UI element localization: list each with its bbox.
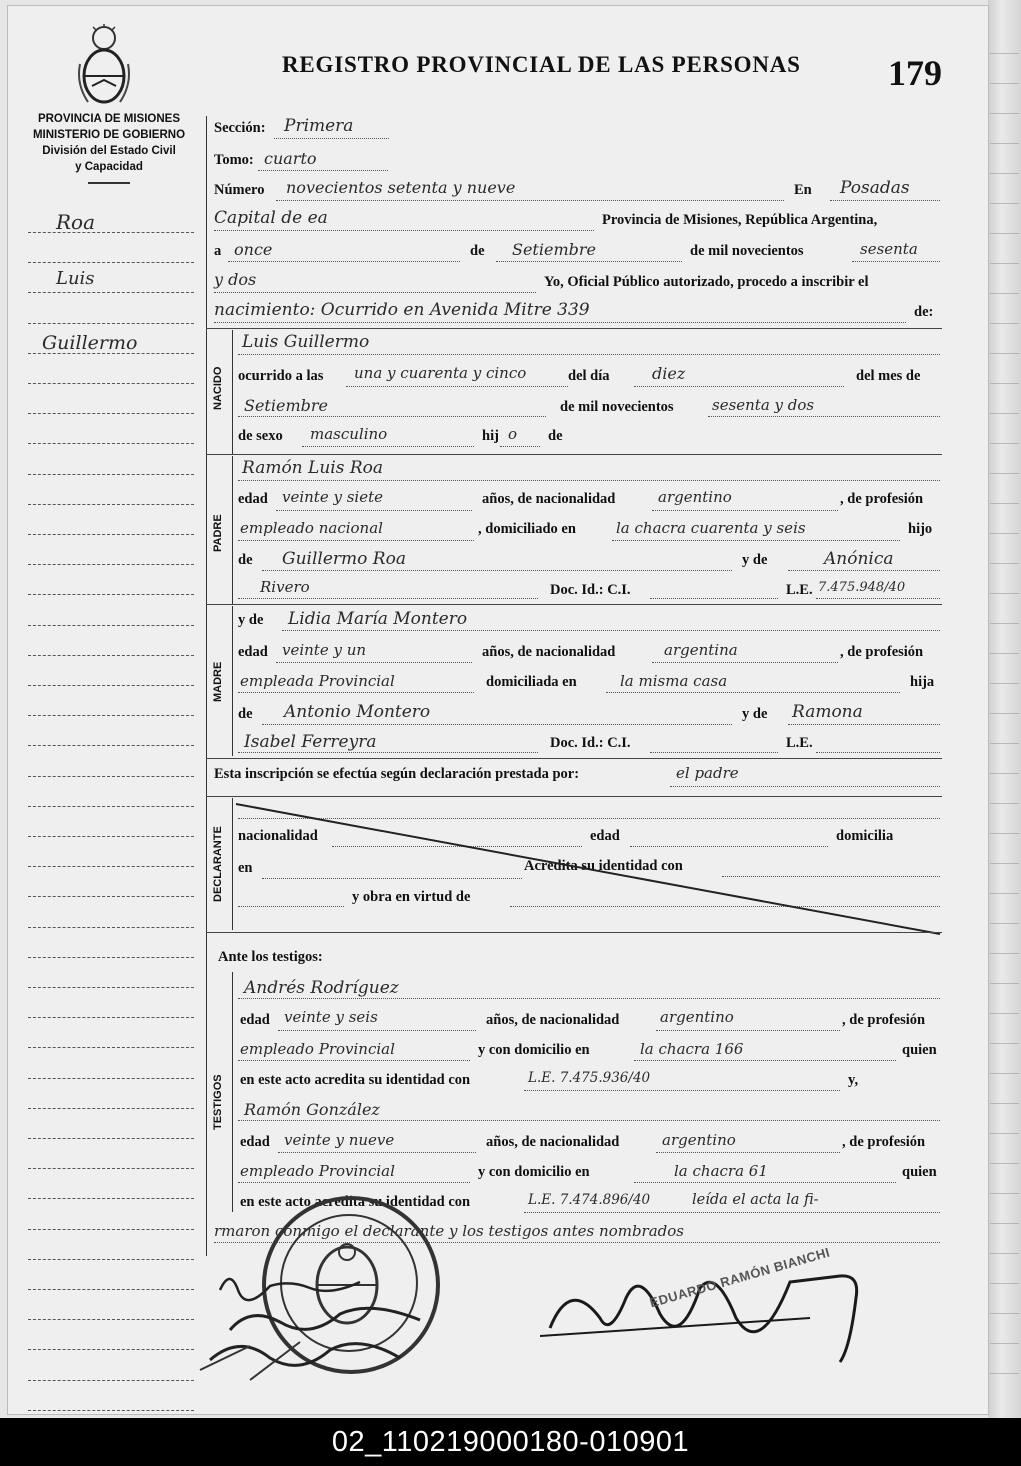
section-label-padre: PADRE (212, 514, 224, 552)
page-number: 179 (888, 53, 942, 93)
value-declarante: el padre (676, 764, 739, 782)
value-mes-nac: Setiembre (244, 396, 328, 415)
value-padre-nombre: Ramón Luis Roa (242, 458, 384, 478)
label-numero: Número (214, 182, 265, 198)
label-tomo: Tomo: (214, 152, 254, 168)
value-lugar: Capital de ea (214, 208, 328, 228)
margin-ruled-line (28, 1229, 194, 1230)
margin-ruled-line (28, 957, 194, 958)
label-a: a (214, 243, 222, 259)
label-con-domicilio-t2: y con domicilio en (478, 1164, 590, 1180)
margin-ruled-line (28, 1138, 194, 1139)
label-en: En (794, 182, 812, 198)
value-madre-prof: empleada Provincial (240, 672, 395, 690)
value-cierre-2: rmaron conmigo el declarante y los testigos antes nombrados (214, 1222, 684, 1240)
section-divider (206, 328, 942, 329)
margin-ruled-line (28, 745, 194, 746)
margin-ruled-line (28, 564, 194, 565)
label-de-colon: de: (914, 304, 934, 320)
margin-ruled-line (28, 776, 194, 777)
value-testigo1-edad: veinte y seis (284, 1008, 378, 1026)
official-signature (540, 1258, 880, 1378)
label-acredita-t1: en este acto acredita su identidad con (240, 1072, 471, 1088)
cancellation-stroke (232, 798, 944, 938)
value-anio-1: sesenta (860, 240, 918, 258)
label-edad-t2: edad (240, 1134, 270, 1150)
value-testigo2-nombre: Ramón González (244, 1100, 380, 1119)
label-domiciliada: domiciliada en (486, 674, 577, 690)
value-padre-le: 7.475.948/40 (818, 580, 906, 595)
value-hij: o (508, 425, 518, 443)
margin-ruled-line (28, 594, 194, 595)
value-testigo1-nombre: Andrés Rodríguez (244, 978, 399, 998)
margin-surname: Roa (56, 210, 96, 234)
main-left-border (206, 116, 207, 1256)
label-yo-oficial: Yo, Oficial Público autorizado, procedo a inscribir el (544, 274, 869, 290)
value-abuelo-pat: Guillermo Roa (282, 549, 406, 569)
margin-ruled-line (28, 534, 194, 535)
margin-ruled-line (28, 1047, 194, 1048)
value-testigo2-nac: argentino (662, 1131, 736, 1149)
value-abuelo-mat: Antonio Montero (284, 702, 431, 722)
label-hijo: hijo (908, 521, 933, 537)
margin-ruled-line (28, 625, 194, 626)
value-testigo2-dom: la chacra 61 (674, 1162, 768, 1180)
label-declaracion: Esta inscripción se efectúa según declaración prestada por: (214, 766, 580, 782)
label-y-de-abuela-pat: y de (742, 552, 768, 568)
value-cierre-1: leída el acta la fi- (692, 1192, 819, 1208)
label-edad-decl: edad (590, 828, 620, 844)
label-de-mil: de mil novecientos (690, 243, 804, 259)
label-quien-t2: quien (902, 1164, 937, 1180)
value-anio-nac: sesenta y dos (712, 396, 815, 414)
value-dia-nac: diez (652, 364, 686, 383)
label-acredita-t2: en este acto acredita su identidad con (240, 1194, 471, 1210)
margin-ruled-line (28, 292, 194, 293)
value-en: Posadas (840, 178, 910, 198)
label-le-padre: L.E. (786, 582, 813, 598)
label-nacionalidad-t1: años, de nacionalidad (486, 1012, 620, 1028)
label-y-comma: y, (848, 1072, 859, 1088)
margin-ruled-line (28, 685, 194, 686)
margin-ruled-line (28, 504, 194, 505)
label-nacionalidad-t2: años, de nacionalidad (486, 1134, 620, 1150)
label-hija: hija (910, 674, 935, 690)
value-abuela-mat-2: Isabel Ferreyra (244, 732, 377, 752)
margin-ruled-line (28, 715, 194, 716)
margin-ruled-line (28, 1410, 194, 1411)
label-del-dia: del día (568, 368, 610, 384)
label-doc-id-padre: Doc. Id.: C.I. (550, 582, 631, 598)
label-sexo: de sexo (238, 428, 283, 444)
label-acredita: Acredita su identidad con (524, 858, 683, 874)
margin-ruled-line (28, 323, 194, 324)
label-profesion-t1: , de profesión (842, 1012, 926, 1028)
label-y-de-madre: y de (238, 612, 264, 628)
margin-ruled-line (28, 866, 194, 867)
label-quien-t1: quien (902, 1042, 937, 1058)
value-dia: once (234, 240, 273, 259)
label-domicilia: domicilia (836, 828, 894, 844)
ministry-line-2: MINISTERIO DE GOBIERNO (32, 129, 186, 141)
label-edad-madre: edad (238, 644, 268, 660)
label-edad-t1: edad (240, 1012, 270, 1028)
margin-ruled-line (28, 655, 194, 656)
margin-ruled-line (28, 1017, 194, 1018)
margin-ruled-line (28, 896, 194, 897)
label-nacionalidad-padre: años, de nacionalidad (482, 491, 616, 507)
label-nacionalidad-decl: nacionalidad (238, 828, 318, 844)
value-abuela-pat-1: Anónica (824, 549, 894, 569)
margin-ruled-line (28, 927, 194, 928)
label-domiciliado: , domiciliado en (478, 521, 576, 537)
value-testigo1-nac: argentino (660, 1008, 734, 1026)
value-padre-dom: la chacra cuarenta y seis (616, 519, 806, 537)
margin-ruled-line (28, 1380, 194, 1381)
margin-ruled-line (28, 1259, 194, 1260)
adjacent-page-edge (988, 0, 1021, 1418)
value-testigo2-doc: L.E. 7.474.896/40 (528, 1192, 651, 1208)
margin-ruled-line (28, 1078, 194, 1079)
value-acto: nacimiento: Ocurrido en Avenida Mitre 339 (214, 300, 590, 320)
section-label-madre: MADRE (212, 661, 224, 702)
label-doc-id-madre: Doc. Id.: C.I. (550, 735, 631, 751)
margin-ruled-line (28, 443, 194, 444)
margin-ruled-line (28, 1349, 194, 1350)
value-nombre-nacido: Luis Guillermo (242, 332, 370, 352)
label-de-abuelo-mat: de (238, 706, 253, 722)
label-profesion-padre: , de profesión (840, 491, 924, 507)
label-profesion-t2: , de profesión (842, 1134, 926, 1150)
margin-ruled-line (28, 1289, 194, 1290)
coat-of-arms-icon (74, 24, 134, 108)
ministry-line-1: PROVINCIA DE MISIONES (37, 113, 181, 125)
value-abuela-pat-2: Rivero (260, 578, 310, 596)
value-madre-dom: la misma casa (620, 672, 728, 690)
value-padre-edad: veinte y siete (282, 488, 384, 506)
ministry-line-4: y Capacidad (75, 161, 143, 173)
value-padre-prof: empleado nacional (240, 519, 383, 537)
official-name-stamp: EDUARDO RAMÓN BIANCHI (648, 1244, 832, 1311)
label-provincia: Provincia de Misiones, República Argentina, (602, 212, 878, 228)
margin-ruled-line (28, 232, 194, 233)
value-testigo1-prof: empleado Provincial (240, 1040, 395, 1058)
label-de-mil-2: de mil novecientos (560, 399, 674, 415)
section-label-testigos: TESTIGOS (212, 1074, 224, 1130)
label-ante-testigos: Ante los testigos: (218, 949, 323, 965)
value-hora: una y cuarenta y cinco (354, 364, 527, 382)
margin-ruled-line (28, 987, 194, 988)
value-mes: Setiembre (512, 240, 596, 259)
label-obra-virtud: y obra en virtud de (352, 889, 471, 905)
value-numero: novecientos setenta y nueve (286, 178, 516, 197)
label-de-sexo: de (548, 428, 563, 444)
label-ocurrido: ocurrido a las (238, 368, 324, 384)
value-madre-nac: argentina (664, 641, 738, 659)
header-title: REGISTRO PROVINCIAL DE LAS PERSONAS (282, 52, 801, 77)
margin-ruled-line (28, 262, 194, 263)
label-profesion-madre: , de profesión (840, 644, 924, 660)
label-de-abuelo-pat: de (238, 552, 253, 568)
value-testigo1-dom: la chacra 166 (640, 1040, 744, 1058)
value-abuela-mat-1: Ramona (792, 702, 863, 722)
value-madre-nombre: Lidia María Montero (288, 609, 468, 629)
margin-ruled-line (28, 1108, 194, 1109)
section-label-declarante: DECLARANTE (212, 826, 224, 902)
margin-ruled-line (28, 836, 194, 837)
label-y-de-abuela-mat: y de (742, 706, 768, 722)
margin-ruled-line (28, 1198, 194, 1199)
margin-first-name: Luis (56, 268, 95, 289)
label-de-mes: de (470, 243, 485, 259)
value-seccion: Primera (284, 116, 354, 136)
witness-signatures (190, 1250, 440, 1390)
margin-ruled-line (28, 1319, 194, 1320)
margin-ruled-line (28, 474, 194, 475)
value-testigo2-prof: empleado Provincial (240, 1162, 395, 1180)
margin-ruled-line (28, 1168, 194, 1169)
value-testigo2-edad: veinte y nueve (284, 1131, 395, 1149)
ministry-line-3: División del Estado Civil (42, 145, 176, 157)
label-del-mes: del mes de (856, 368, 921, 384)
margin-second-name: Guillermo (42, 332, 138, 354)
label-hij: hij (482, 428, 499, 444)
margin-ruled-line (28, 383, 194, 384)
barcode-id: 02_110219000180-010901 (0, 1418, 1021, 1466)
margin-ruled-line (28, 806, 194, 807)
label-seccion: Sección: (214, 120, 266, 136)
value-madre-edad: veinte y un (282, 641, 367, 659)
label-con-domicilio-t1: y con domicilio en (478, 1042, 590, 1058)
label-nacionalidad-madre: años, de nacionalidad (482, 644, 616, 660)
label-le-madre: L.E. (786, 735, 813, 751)
value-padre-nac: argentino (658, 488, 732, 506)
value-testigo1-doc: L.E. 7.475.936/40 (528, 1070, 651, 1086)
value-anio-2: y dos (214, 270, 257, 289)
value-sexo: masculino (310, 425, 388, 443)
label-edad-padre: edad (238, 491, 268, 507)
label-en-decl: en (238, 860, 253, 876)
value-tomo: cuarto (264, 149, 317, 168)
section-label-nacido: NACIDO (212, 366, 224, 410)
margin-ruled-line (28, 413, 194, 414)
